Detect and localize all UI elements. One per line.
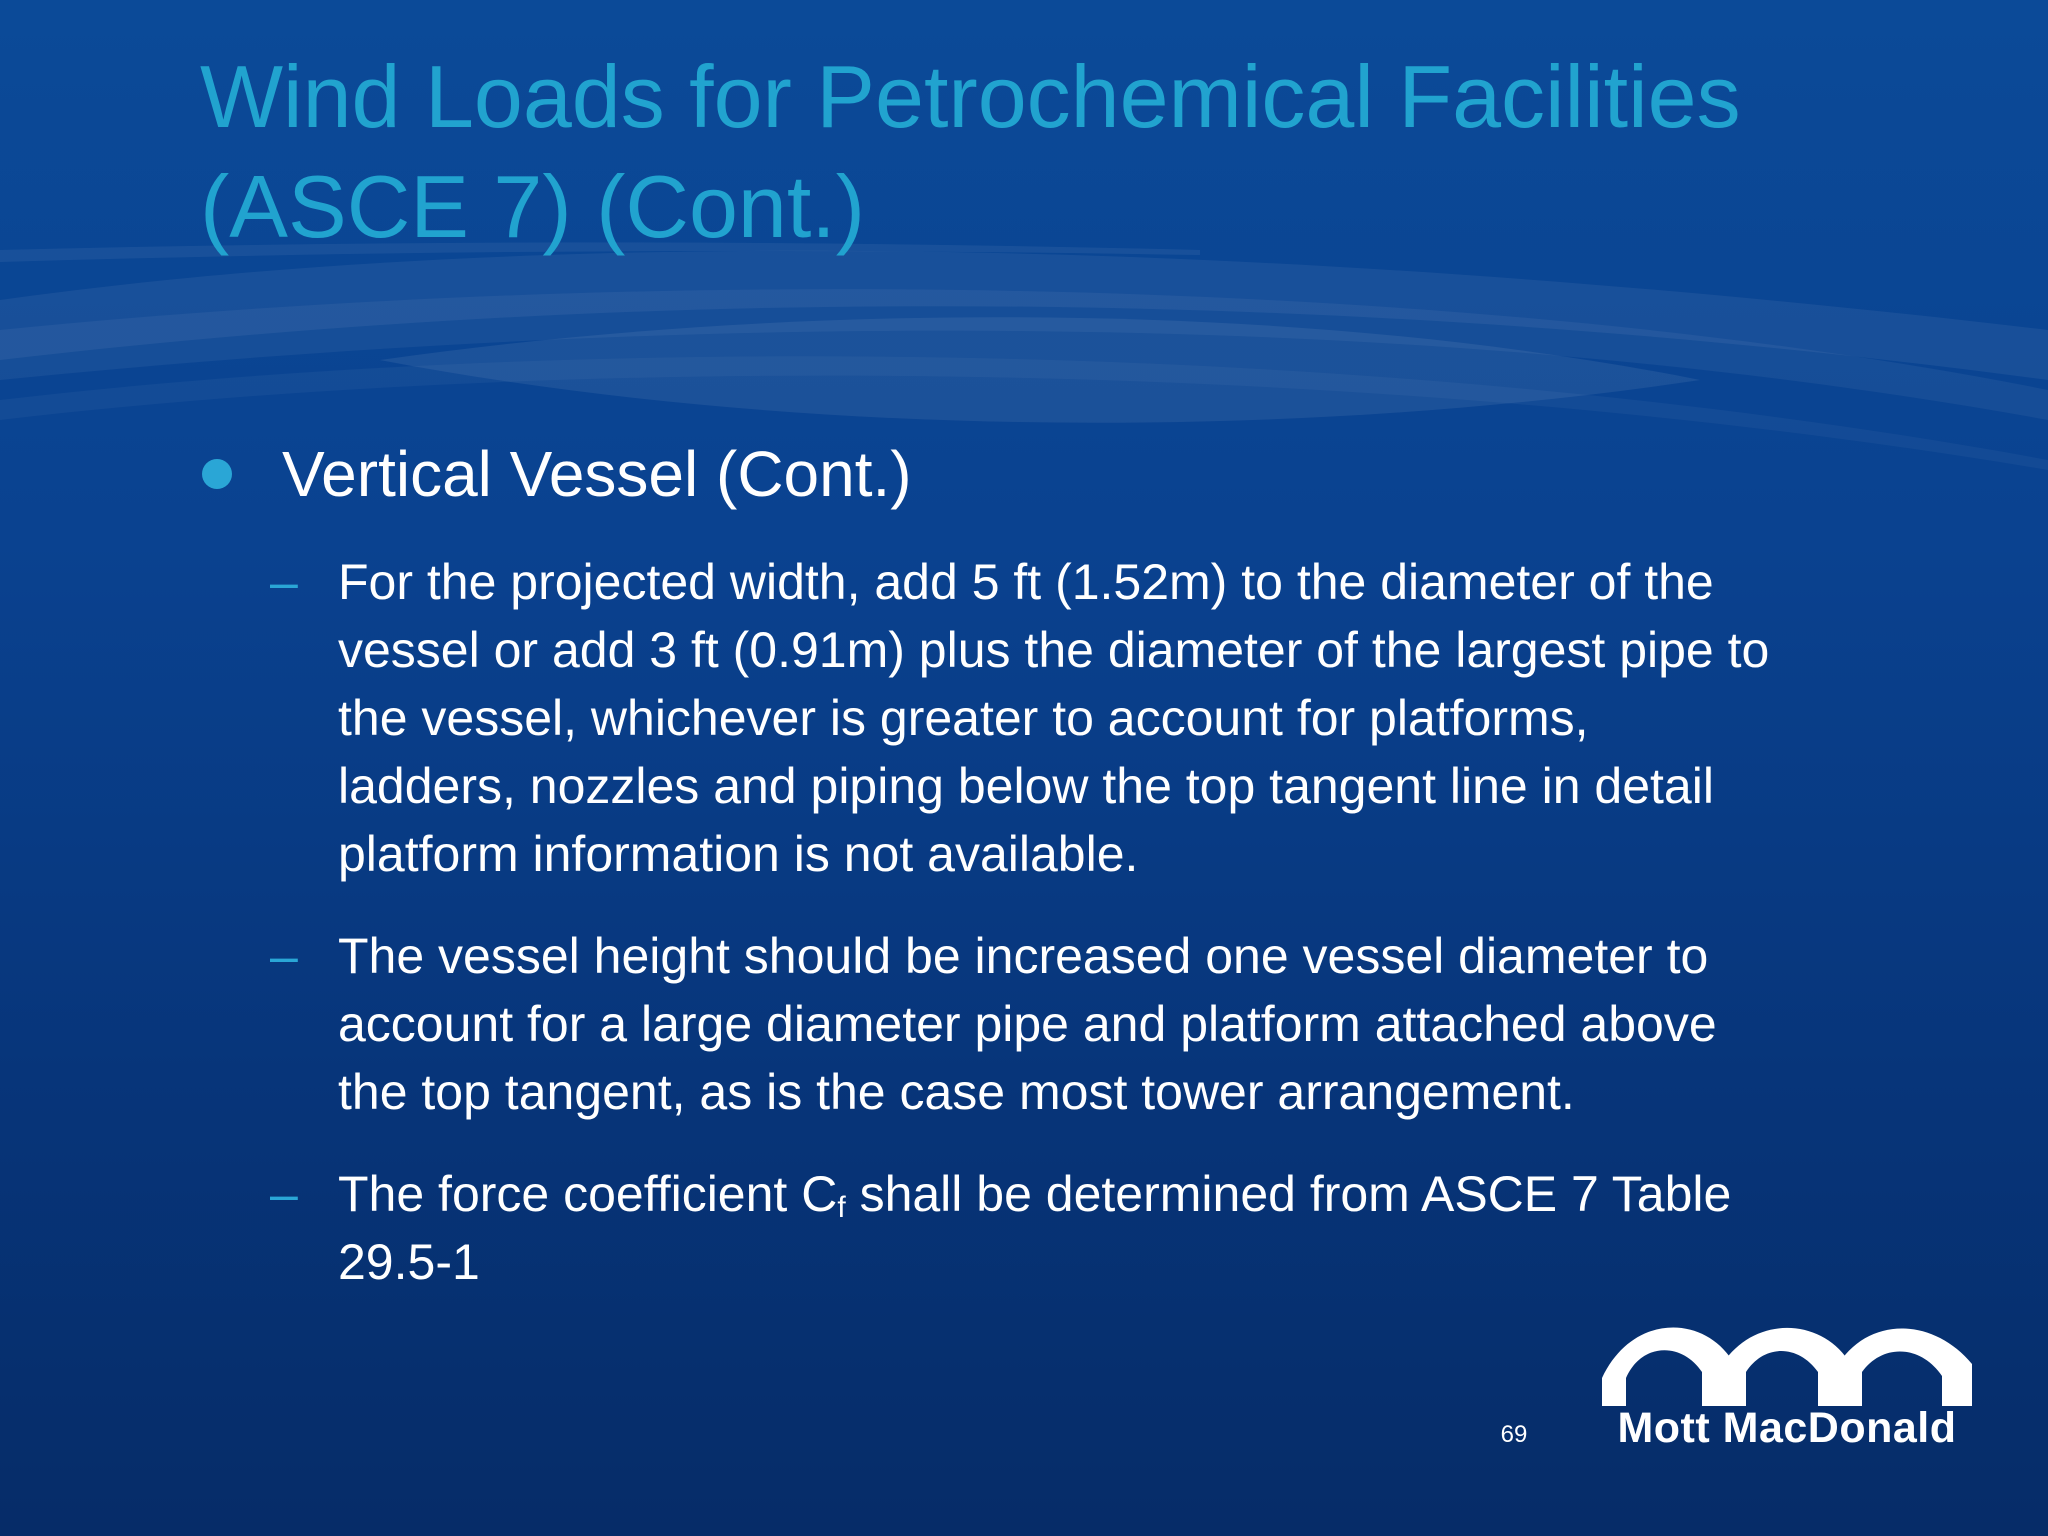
bullet-dot-icon bbox=[202, 459, 232, 489]
page-number: 69 bbox=[1500, 1421, 1528, 1448]
sub-bullet-line: account for a large diameter pipe and platform attached above bbox=[338, 996, 1717, 1052]
sub-bullet-line: ladders, nozzles and piping below the top tangent line in detail bbox=[338, 758, 1714, 814]
logo-text: Mott MacDonald bbox=[1617, 1404, 1957, 1452]
sub-bullet-line: the vessel, whichever is greater to account for platforms, bbox=[338, 690, 1589, 746]
sub-bullet-line: platform information is not available. bbox=[338, 826, 1139, 882]
slide-title-line: Wind Loads for Petrochemical Facilities bbox=[200, 47, 1741, 146]
dash-icon: – bbox=[270, 554, 298, 610]
sub-bullet-line: the top tangent, as is the case most tower arrangement. bbox=[338, 1064, 1575, 1120]
main-bullet-text: Vertical Vessel (Cont.) bbox=[282, 438, 912, 510]
force-coefficient-text: The force coefficient C bbox=[338, 1166, 838, 1222]
dash-icon: – bbox=[270, 1166, 298, 1222]
mott-macdonald-logo bbox=[1602, 1320, 1972, 1450]
sub-bullet-projected-width bbox=[270, 548, 1990, 888]
main-bullet bbox=[202, 438, 912, 510]
sub-bullet-line bbox=[338, 1160, 1990, 1228]
sub-bullet-vessel-height bbox=[270, 922, 1990, 1126]
sub-bullet-list bbox=[270, 548, 1990, 1330]
force-coefficient-subscript: f bbox=[837, 1191, 846, 1224]
sub-bullet-line: vessel or add 3 ft (0.91m) plus the diameter of the largest pipe to bbox=[338, 622, 1770, 678]
sub-bullet-force-coefficient bbox=[270, 1160, 1990, 1296]
slide-title-line: (ASCE 7) (Cont.) bbox=[200, 157, 866, 256]
dash-icon: – bbox=[270, 928, 298, 984]
mott-macdonald-arches-icon bbox=[1602, 1320, 1972, 1406]
force-coefficient-text-cont: shall be determined from ASCE 7 Table bbox=[845, 1166, 1732, 1222]
sub-bullet-line: For the projected width, add 5 ft (1.52m) to the diameter of the bbox=[338, 554, 1714, 610]
sub-bullet-line: The vessel height should be increased one vessel diameter to bbox=[338, 928, 1709, 984]
sub-bullet-line: 29.5-1 bbox=[338, 1234, 480, 1290]
slide-title bbox=[200, 42, 1960, 262]
